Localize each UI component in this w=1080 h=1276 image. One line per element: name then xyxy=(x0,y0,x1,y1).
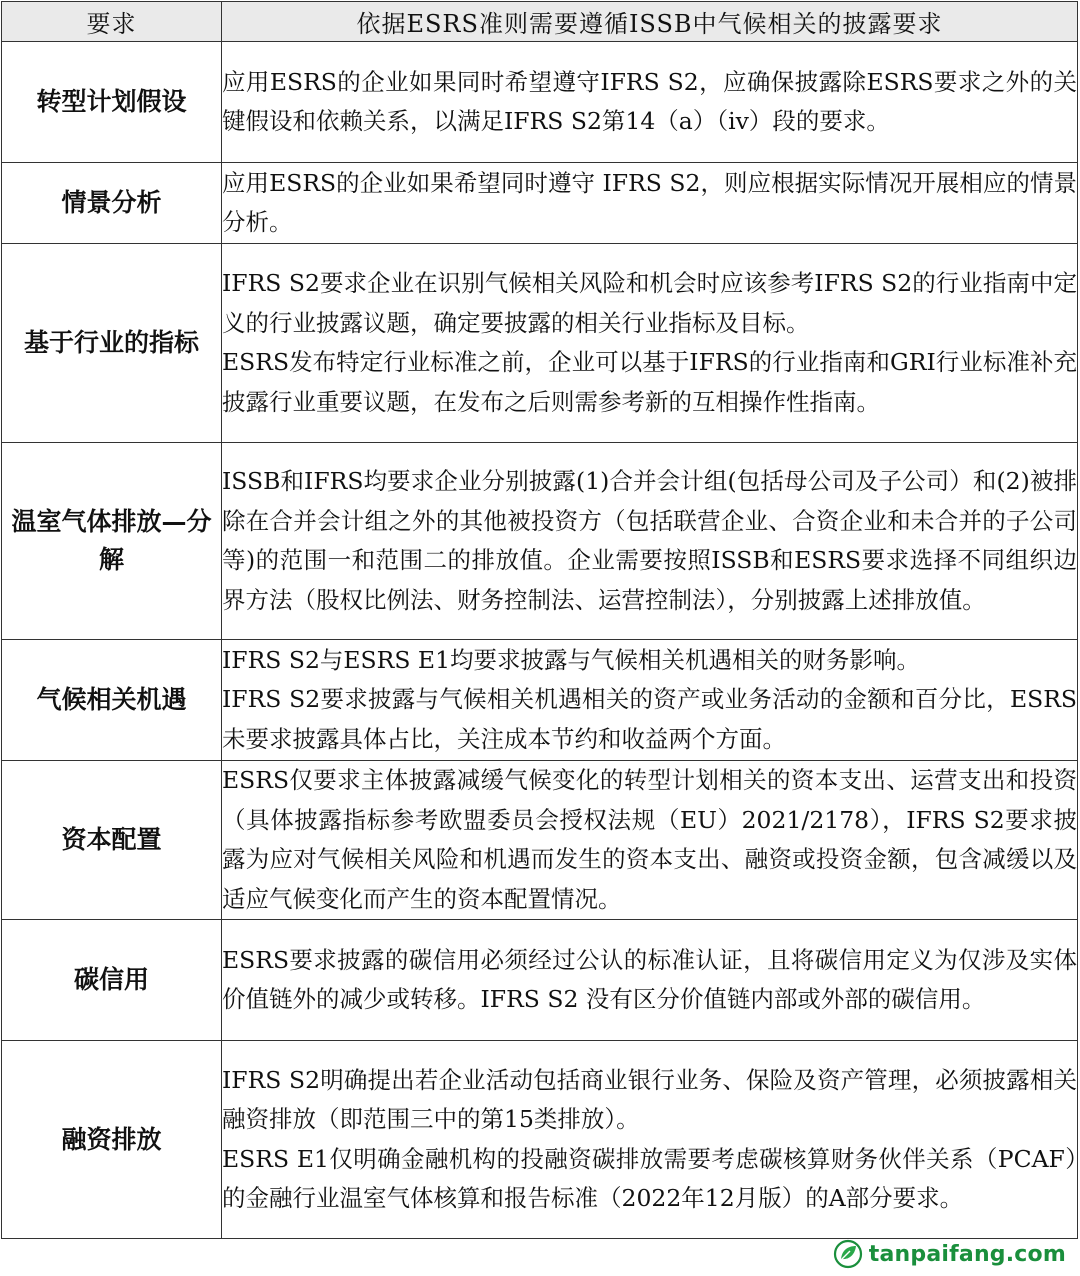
row-description xyxy=(222,244,1078,443)
leaf-logo-icon xyxy=(833,1239,863,1269)
row-paragraph: ESRS发布特定行业标准之前，企业可以基于IFRS的行业指南和GRI行业标准补充披露行业重要议题，在发布之后则需参考新的互相操作性指南。 xyxy=(222,348,1077,416)
table-row xyxy=(2,443,1078,640)
row-paragraph: ESRS E1仅明确金融机构的投融资碳排放需要考虑碳核算财务伙伴关系（PCAF）的金融行业温室气体核算和报告标准（2022年12月版）的A部分要求。 xyxy=(222,1144,1077,1212)
row-description xyxy=(222,761,1078,920)
row-paragraph: IFRS S2明确提出若企业活动包括商业银行业务、保险及资产管理，必须披露相关融资排放（即范围三中的第15类排放）。 xyxy=(222,1065,1077,1133)
row-description xyxy=(222,920,1078,1041)
row-paragraph: IFRS S2要求披露与气候相关机遇相关的资产或业务活动的金额和百分比，ESRS未要求披露具体占比，关注成本节约和收益两个方面。 xyxy=(222,685,1077,753)
table-row xyxy=(2,640,1078,761)
header-disclosure: 依据ESRS准则需要遵循ISSB中气候相关的披露要求 xyxy=(222,2,1078,42)
site-watermark xyxy=(833,1236,1066,1272)
row-requirement: 碳信用 xyxy=(2,920,222,1041)
row-description xyxy=(222,1041,1078,1239)
table-row xyxy=(2,163,1078,244)
table-row xyxy=(2,761,1078,920)
row-paragraph: IFRS S2要求企业在识别气候相关风险和机会时应该参考IFRS S2的行业指南中定义的行业披露议题，确定要披露的相关行业指标及目标。 xyxy=(222,269,1077,337)
row-paragraph: IFRS S2与ESRS E1均要求披露与气候相关机遇相关的财务影响。 xyxy=(222,645,921,674)
row-description xyxy=(222,42,1078,163)
row-paragraph: ESRS要求披露的碳信用必须经过公认的标准认证，且将碳信用定义为仅涉及实体价值链外的减少或转移。IFRS S2 没有区分价值链内部或外部的碳信用。 xyxy=(222,945,1077,1013)
row-paragraph: 应用ESRS的企业如果同时希望遵守IFRS S2，应确保披露除ESRS要求之外的关键假设和依赖关系，以满足IFRS S2第14（a）（iv）段的要求。 xyxy=(222,67,1077,135)
row-description xyxy=(222,163,1078,244)
table-header-row xyxy=(2,2,1078,42)
row-paragraph: ESRS仅要求主体披露减缓气候变化的转型计划相关的资本支出、运营支出和投资（具体披露指标参考欧盟委员会授权法规（EU）2021/2178），IFRS S2要求披露为应对气候相关风险和机遇而发生的资本支出、融资或投资金额，包含减缓以及适应气候变化而产生的资本配置情况。 xyxy=(222,766,1077,913)
watermark-text: tanpaifang.com xyxy=(868,1241,1066,1267)
row-requirement: 情景分析 xyxy=(2,163,222,244)
table-row xyxy=(2,920,1078,1041)
header-requirement: 要求 xyxy=(2,2,222,42)
row-paragraph: 应用ESRS的企业如果希望同时遵守 IFRS S2，则应根据实际情况开展相应的情景分析。 xyxy=(222,168,1077,236)
table-row xyxy=(2,244,1078,443)
row-requirement: 气候相关机遇 xyxy=(2,640,222,761)
row-description xyxy=(222,640,1078,761)
table-row xyxy=(2,42,1078,163)
row-requirement: 转型计划假设 xyxy=(2,42,222,163)
row-description xyxy=(222,443,1078,640)
row-requirement: 基于行业的指标 xyxy=(2,244,222,443)
row-paragraph: ISSB和IFRS均要求企业分别披露(1)合并会计组(包括母公司及子公司）和(2)被排除在合并会计组之外的其他被投资方（包括联营企业、合资企业和未合并的子公司等)的范围一和范围二的排放值。企业需要按照ISSB和ESRS要求选择不同组织边界方法（股权比例法、财务控制法、运营控制法），分别披露上述排放值。 xyxy=(222,467,1077,614)
row-requirement: 资本配置 xyxy=(2,761,222,920)
row-requirement: 融资排放 xyxy=(2,1041,222,1239)
table-row xyxy=(2,1041,1078,1239)
row-requirement: 温室气体排放—分解 xyxy=(2,443,222,640)
requirements-table xyxy=(1,1,1078,1239)
